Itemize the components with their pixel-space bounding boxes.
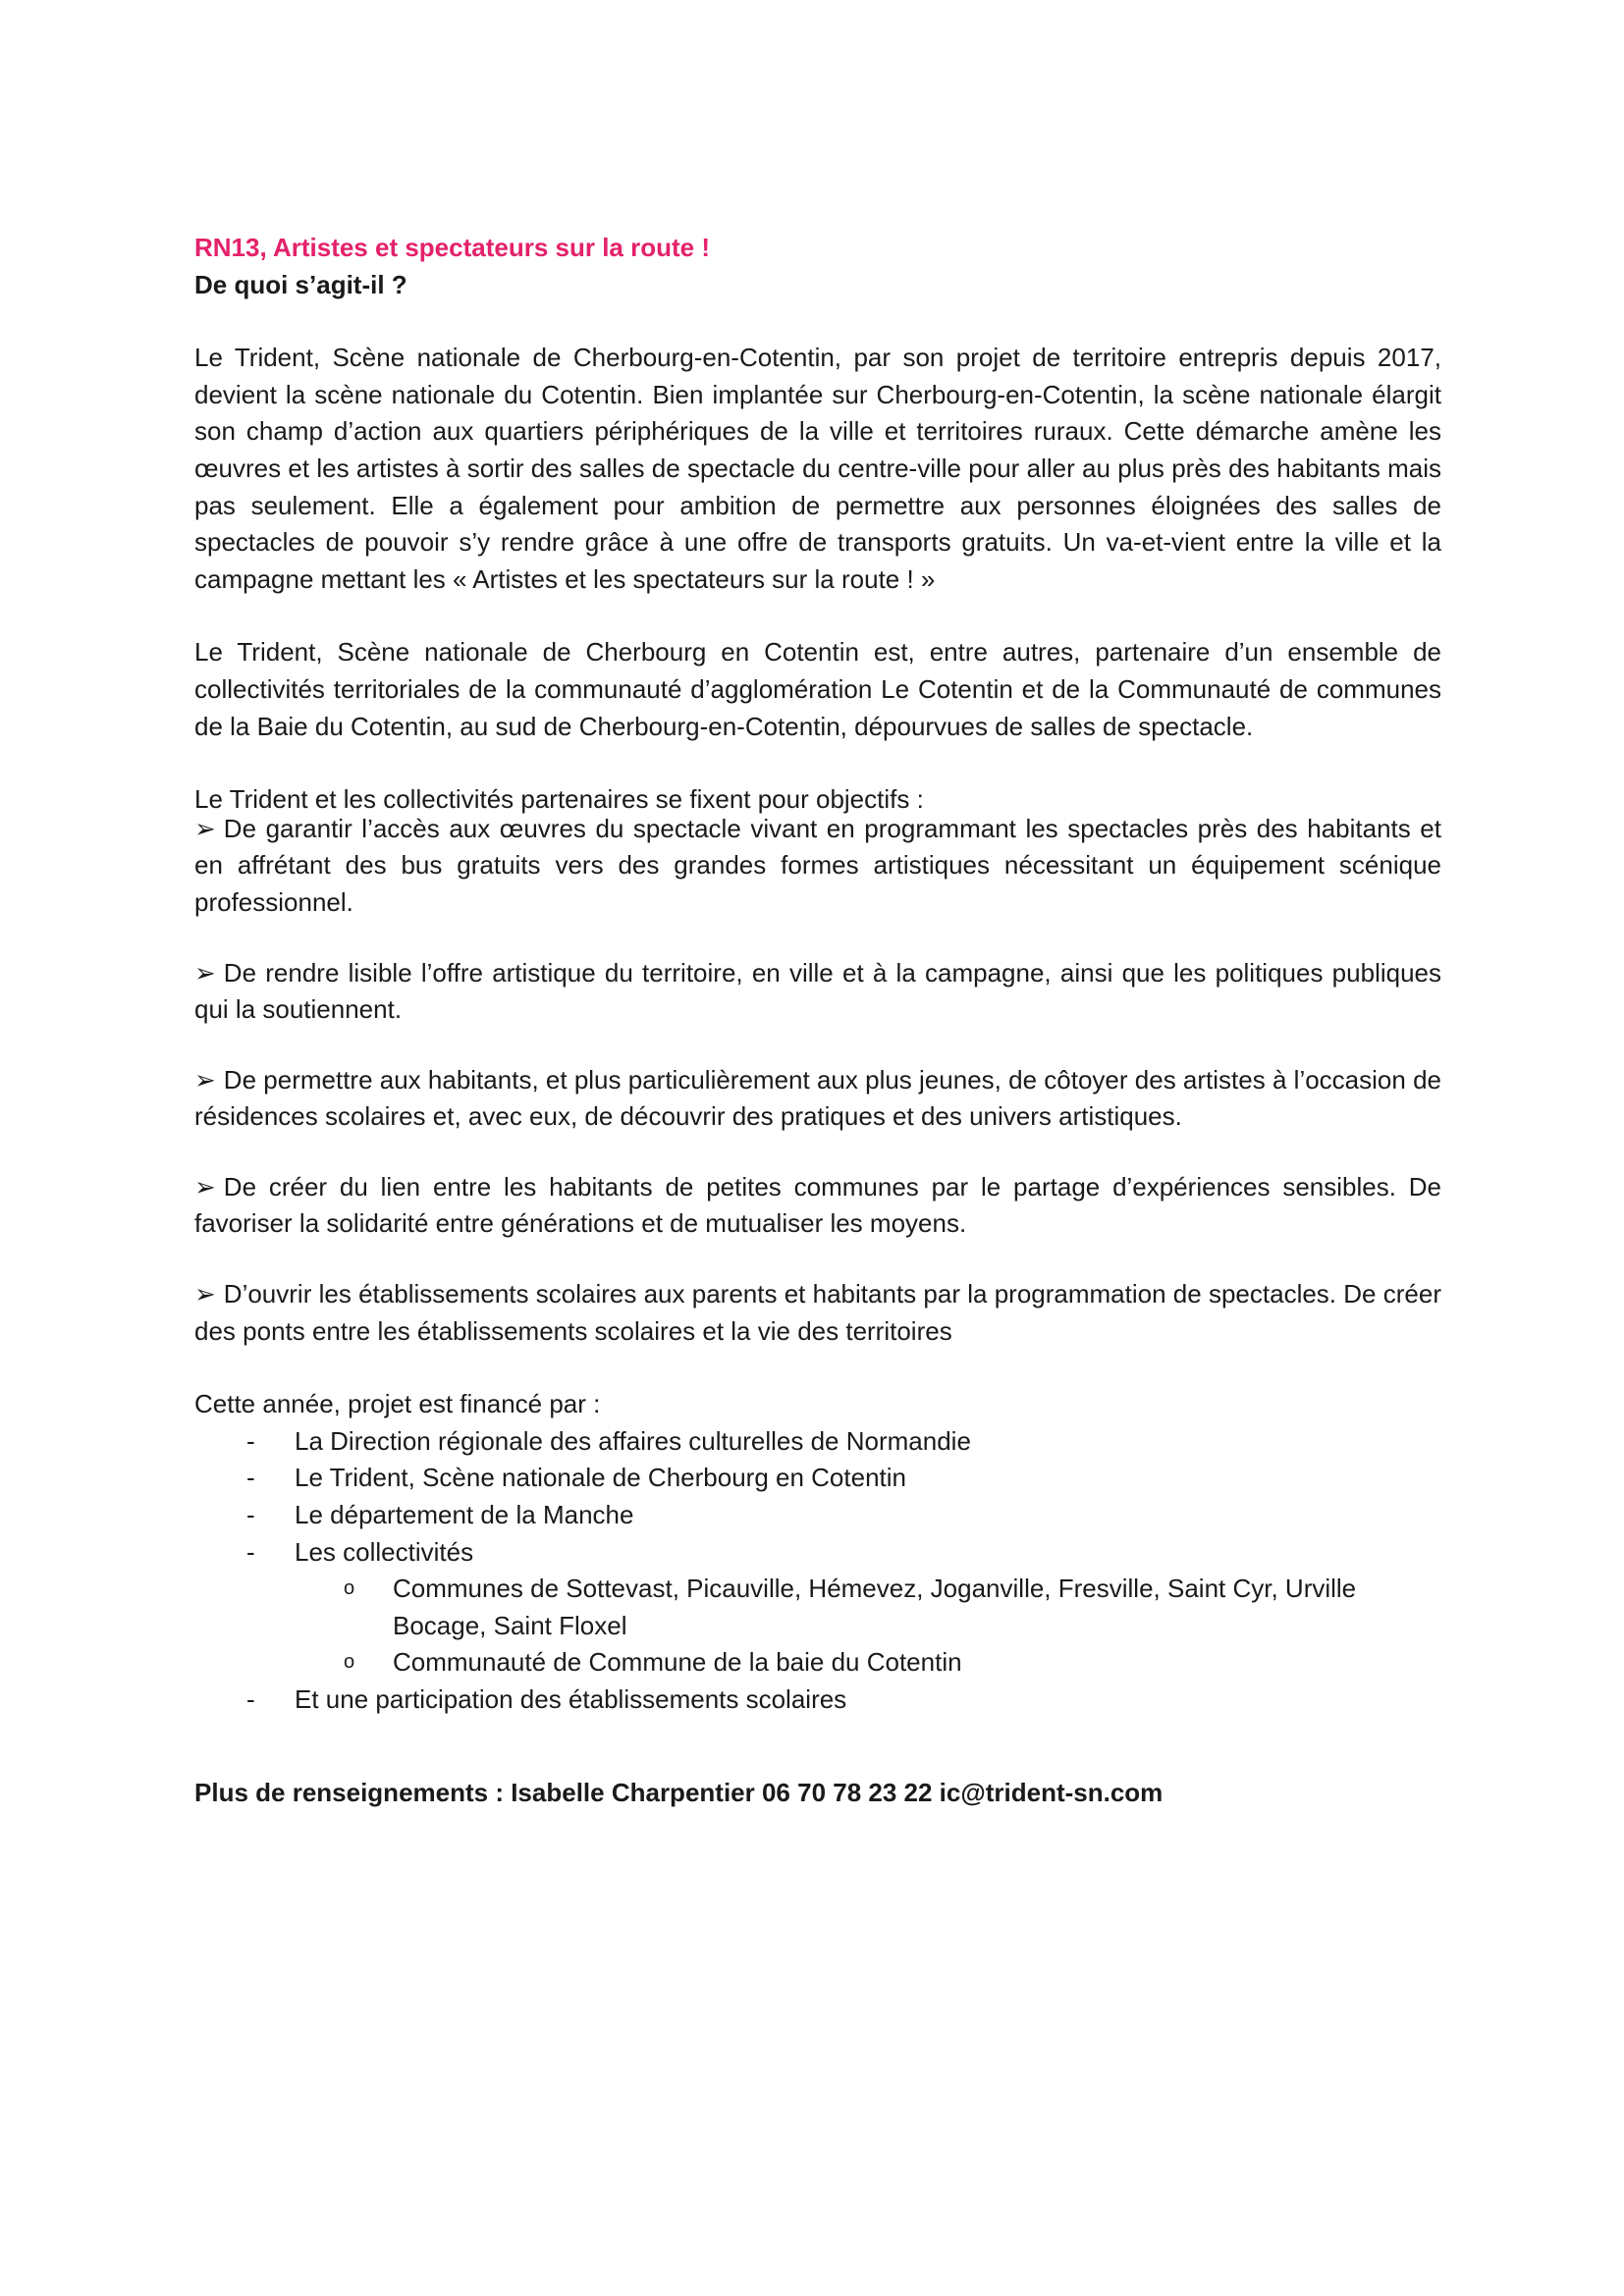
dash-bullet-icon: -: [246, 1500, 255, 1530]
dash-bullet-icon: -: [246, 1684, 255, 1714]
arrow-bullet-icon: ➢: [194, 813, 216, 843]
circle-bullet-icon: o: [344, 1651, 355, 1674]
funder-text: La Direction régionale des affaires culturelles de Normandie: [295, 1425, 971, 1456]
list-item: [194, 1497, 1441, 1534]
funders-list: [194, 1423, 1441, 1719]
collectivities-sublist: [295, 1571, 1441, 1682]
paragraph-partners: Le Trident, Scène nationale de Cherbourg en Cotentin est, entre autres, partenaire d’un ensemble de collectivités territoriales de la communauté d’agglomération Le Cotentin et de la Communauté de communes de la Baie du Cotentin, au sud de Cherbourg-en-Cotentin, dépourvues de salles de spectacle.: [194, 637, 1441, 741]
list-item: [194, 1423, 1441, 1461]
document-subtitle: De quoi s’agit-il ?: [194, 269, 407, 299]
list-item: [194, 1534, 1441, 1682]
objective-text: D’ouvrir les établissements scolaires aux parents et habitants par la programmation de spectacles. De créer des ponts entre les établissements scolaires et la vie des territoires: [194, 1279, 1441, 1346]
objective-item: [194, 955, 1441, 1029]
sub-funder-text: Communauté de Commune de la baie du Cotentin: [393, 1647, 962, 1678]
dash-bullet-icon: -: [246, 1463, 255, 1493]
funder-text: Le département de la Manche: [295, 1500, 634, 1530]
arrow-bullet-icon: ➢: [194, 1279, 216, 1309]
arrow-bullet-icon: ➢: [194, 1171, 216, 1201]
arrow-bullet-icon: ➢: [194, 1064, 216, 1095]
circle-bullet-icon: o: [344, 1577, 355, 1600]
dash-bullet-icon: -: [246, 1425, 255, 1456]
objective-item: [194, 1276, 1441, 1350]
dash-bullet-icon: -: [246, 1536, 255, 1567]
objective-item: [194, 811, 1441, 922]
list-item: [194, 1460, 1441, 1497]
paragraph-intro: Le Trident, Scène nationale de Cherbourg-en-Cotentin, par son projet de territoire entrepris depuis 2017, devient la scène nationale du Cotentin. Bien implantée sur Cherbourg-en-Cotentin, la scène nationale élargit son champ d’action aux quartiers périphériques de la ville et territoires ruraux. Cette démarche amène les œuvres et les artistes à sortir des salles de spectacle du centre-ville pour aller au plus près des habitants mais pas seulement. Elle a également pour ambition de permettre aux personnes éloignées des salles de spectacles de pouvoir s’y rendre grâce à une offre de transports gratuits. Un va-et-vient entre la ville et la campagne mettant les « Artistes et les spectateurs sur la route ! »: [194, 343, 1441, 594]
list-item: [194, 1571, 1441, 1644]
objective-text: De garantir l’accès aux œuvres du spectacle vivant en programmant les spectacles près des habitants et en affrétant des bus gratuits vers des grandes formes artistiques nécessitant un équipement scénique professionnel.: [194, 813, 1441, 917]
objective-item: [194, 1062, 1441, 1136]
objective-text: De rendre lisible l’offre artistique du territoire, en ville et à la campagne, ainsi que les politiques publiques qui la soutiennent.: [194, 957, 1441, 1025]
document-title: RN13, Artistes et spectateurs sur la route !: [194, 233, 710, 262]
document-content: [194, 230, 1441, 1811]
arrow-bullet-icon: ➢: [194, 957, 216, 988]
objectives-intro: Le Trident et les collectivités partenaires se fixent pour objectifs :: [194, 784, 924, 815]
contact-line: Plus de renseignements : Isabelle Charpentier 06 70 78 23 22 ic@trident-sn.com: [194, 1777, 1164, 1807]
list-item: [194, 1644, 1441, 1682]
funder-text: Le Trident, Scène nationale de Cherbourg en Cotentin: [295, 1463, 906, 1493]
list-item: [194, 1682, 1441, 1719]
funding-intro: Cette année, projet est financé par :: [194, 1389, 601, 1419]
objective-text: De permettre aux habitants, et plus particulièrement aux plus jeunes, de côtoyer des artistes à l’occasion de résidences scolaires et, avec eux, de découvrir des pratiques et des univers artistiques.: [194, 1064, 1441, 1132]
objective-text: De créer du lien entre les habitants de petites communes par le partage d’expériences sensibles. De favoriser la solidarité entre générations et de mutualiser les moyens.: [194, 1171, 1441, 1239]
sub-funder-text: Communes de Sottevast, Picauville, Hémevez, Joganville, Fresville, Saint Cyr, Urville Bocage, Saint Floxel: [393, 1574, 1357, 1640]
objective-item: [194, 1169, 1441, 1243]
funder-text: Les collectivités: [295, 1536, 474, 1567]
funder-text: Et une participation des établissements scolaires: [295, 1684, 847, 1714]
